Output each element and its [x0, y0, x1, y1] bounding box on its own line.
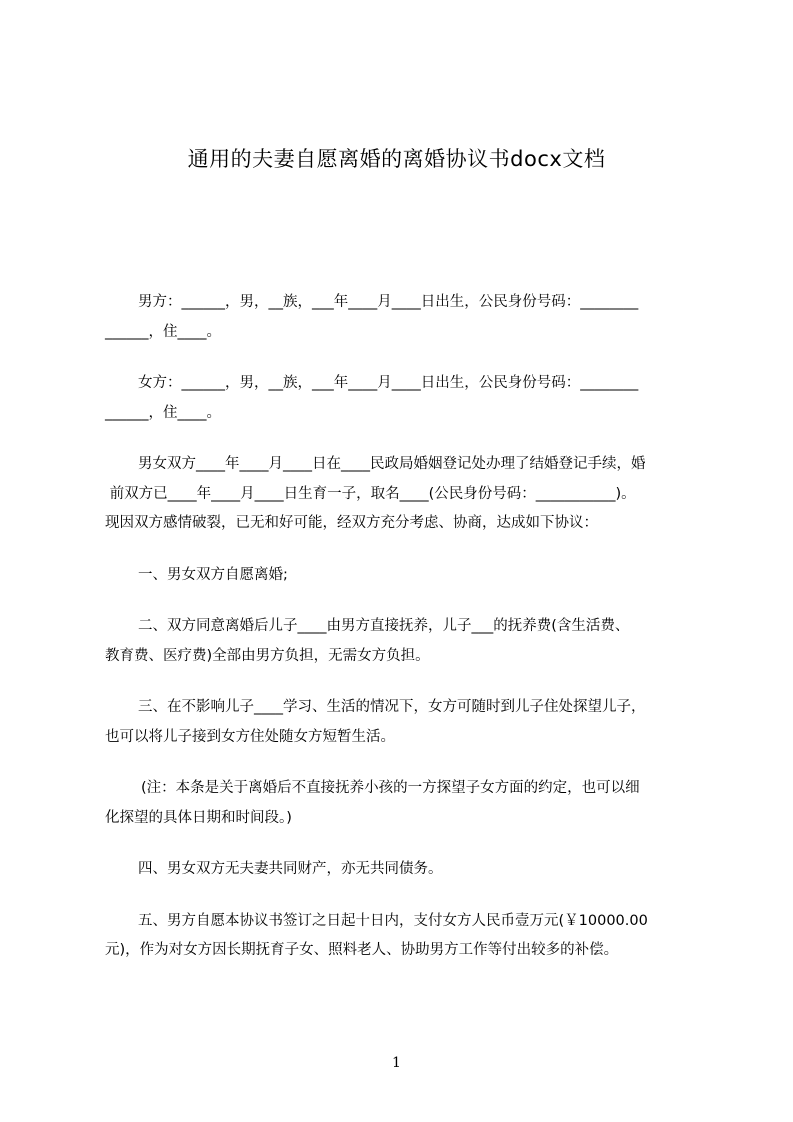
paragraph-line: 女方：______，男，__族，___年____月____日出生，公民身份号码：________ [138, 375, 639, 391]
clause-four [105, 855, 701, 885]
paragraph-line: 前双方已____年____月____日生育一子，取名____(公民身份号码：___________)。 [105, 485, 636, 502]
document-body [105, 288, 701, 988]
paragraph-line: 三、在不影响儿子____学习、生活的情况下，女方可随时到儿子住处探望儿子， [138, 699, 646, 715]
page-number: 1 [392, 1055, 401, 1071]
paragraph-line: 一、男女双方自愿离婚; [138, 566, 288, 583]
clause-two [105, 612, 701, 671]
paragraph-line: 四、男女双方无夫妻共同财产，亦无共同债务。 [138, 861, 443, 877]
paragraph-female-party [105, 369, 701, 428]
paragraph-line: (注：本条是关于离婚后不直接抚养小孩的一方探望子女方面的约定，也可以细 [141, 780, 640, 796]
clause-one [105, 561, 701, 591]
paragraph-line: ______，住____。 [105, 404, 221, 421]
paragraph-line: 教育费、医疗费)全部由男方负担，无需女方负担。 [105, 647, 430, 664]
clause-five [105, 907, 701, 966]
clause-three [105, 693, 701, 752]
document-title: 通用的夫妻自愿离婚的离婚协议书docx文档 [187, 147, 606, 171]
paragraph-line: 元)，作为对女方因长期抚育子女、照料老人、协助男方工作等付出较多的补偿。 [105, 942, 619, 958]
paragraph-line: 男方：______，男，__族，___年____月____日出生，公民身份号码：________ [138, 294, 639, 310]
paragraph-male-party [105, 288, 701, 347]
paragraph-line: 也可以将儿子接到女方住处随女方短暂生活。 [105, 728, 395, 745]
paragraph-line: 二、双方同意离婚后儿子____由男方直接抚养，儿子___的抚养费(含生活费、 [138, 618, 630, 634]
paragraph-line: 五、男方自愿本协议书签订之日起十日内，支付女方人民币壹万元(￥10000.00 [138, 912, 648, 929]
paragraph-line: 现因双方感情破裂，已无和好可能，经双方充分考虑、协商，达成如下协议： [105, 515, 598, 531]
clause-note [105, 774, 701, 833]
paragraph-line: 男女双方____年____月____日在____民政局婚姻登记处办理了结婚登记手续，婚 [138, 456, 646, 472]
paragraph-marriage-info [105, 450, 701, 539]
paragraph-line: ______，住____。 [105, 323, 221, 340]
paragraph-line: 化探望的具体日期和时间段。) [105, 809, 292, 826]
